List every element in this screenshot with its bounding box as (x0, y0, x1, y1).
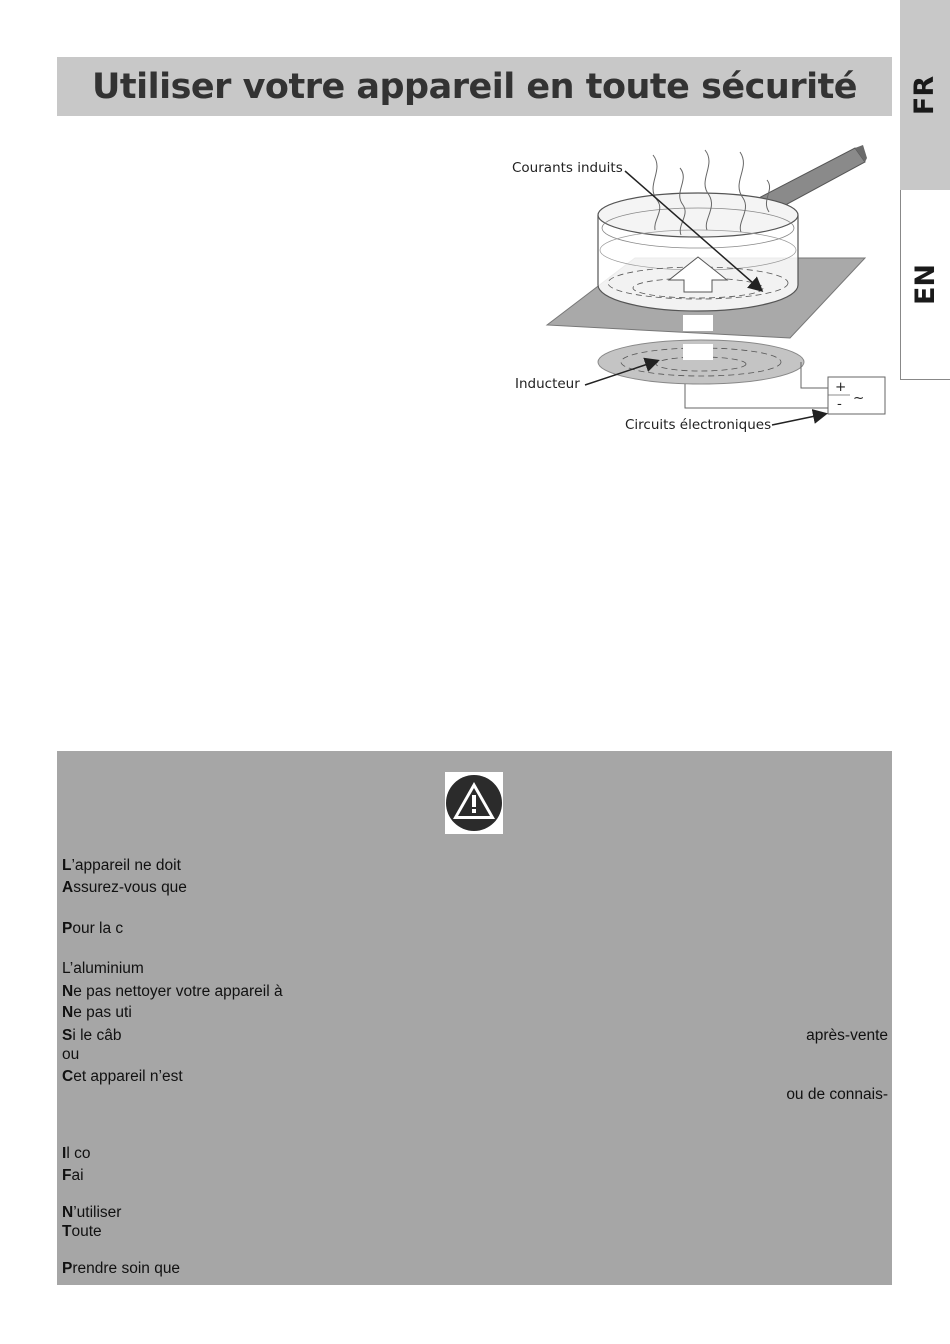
warning-fragment-after-sales: après-vente (806, 1027, 888, 1044)
tab-en-label: EN (909, 263, 941, 306)
tab-en[interactable] (900, 190, 950, 380)
plus-sign: + (835, 379, 847, 395)
warning-line-11: Fai (62, 1167, 84, 1184)
warning-line-10: Il co (62, 1145, 91, 1162)
page-title: Utiliser votre appareil en toute sécurité (91, 66, 858, 107)
label-inductor: Inducteur (515, 376, 580, 392)
warning-line-6: Ne pas uti (62, 1004, 132, 1021)
tab-fr[interactable] (900, 0, 950, 190)
warning-line-3: Pour la c (62, 920, 124, 937)
minus-sign: - (837, 396, 842, 412)
ac-symbol: ~ (853, 390, 865, 406)
warning-line-2: Assurez-vous que (62, 879, 187, 896)
warning-line-8: ou (62, 1046, 80, 1063)
label-electronic-circuits: Circuits électroniques (625, 417, 772, 433)
arrow-electronic-circuits (772, 414, 825, 425)
induction-diagram (505, 140, 900, 440)
warning-triangle-icon (445, 772, 503, 834)
warning-line-9: Cet appareil n’est (62, 1068, 183, 1085)
label-induced-currents: Courants induits (512, 160, 623, 176)
safety-warning-box (57, 751, 892, 1285)
warning-line-14: Prendre soin que (62, 1260, 181, 1277)
warning-fragment-knowledge: ou de connais- (786, 1086, 888, 1103)
warning-line-1: L’appareil ne doit (62, 857, 181, 874)
tab-fr-label: FR (909, 75, 941, 115)
warning-line-7: Si le câb (62, 1027, 122, 1044)
inductor-coil (598, 340, 804, 384)
warning-line-4: L’aluminium (62, 960, 144, 977)
title-bar (57, 57, 892, 116)
warning-line-12: N’utiliser (62, 1204, 122, 1221)
warning-line-13: Toute (62, 1223, 102, 1240)
warning-line-5: Ne pas nettoyer votre appareil à (62, 983, 283, 1000)
